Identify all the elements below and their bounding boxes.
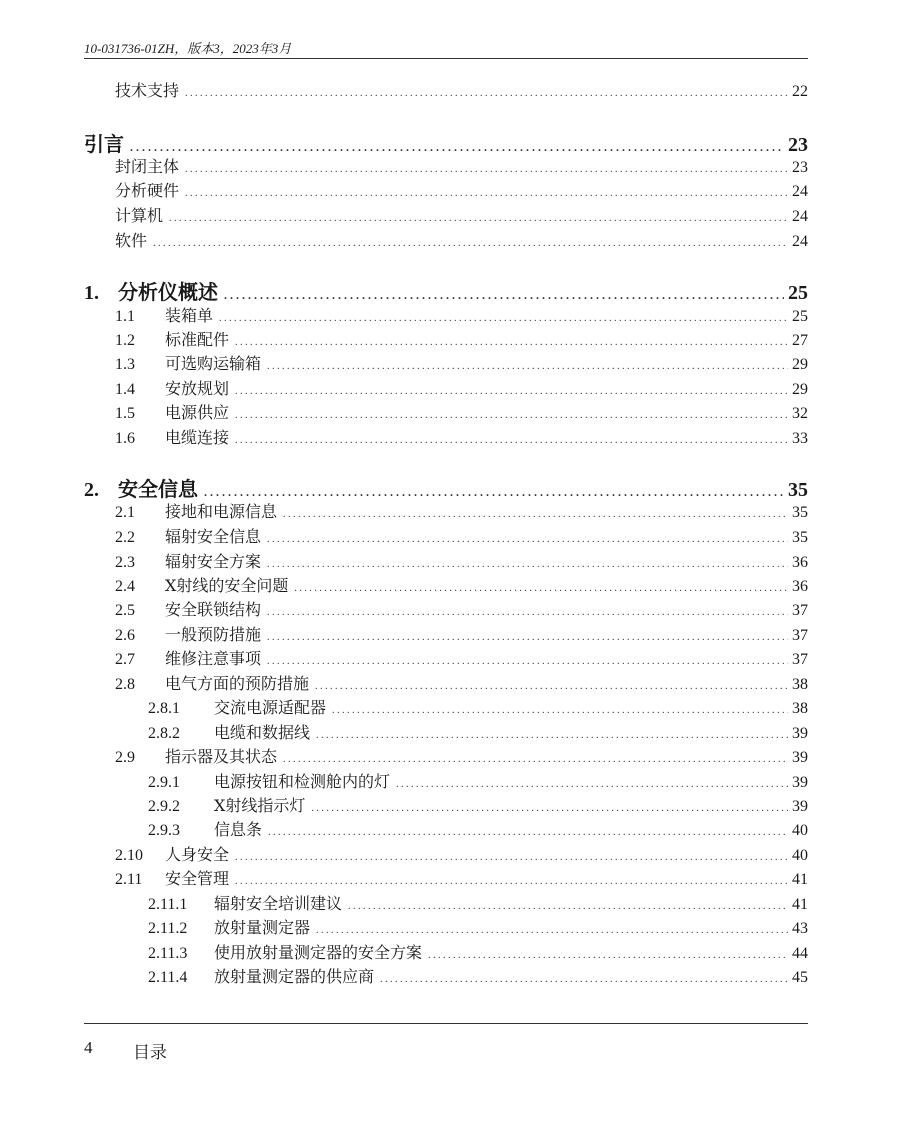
toc-entry[interactable] [148, 793, 808, 817]
toc-entry-page: 43 [792, 920, 808, 937]
toc-entry-title: 分析硬件 [115, 181, 180, 200]
toc-entry-title: 分析仪概述 [118, 280, 218, 304]
toc-entry-page: 38 [792, 700, 808, 717]
toc-dot-leader [267, 602, 788, 620]
toc-entry[interactable] [148, 915, 808, 939]
toc-entry-number: 2.10 [115, 847, 143, 864]
toc-dot-leader [396, 774, 788, 792]
toc-entry[interactable] [148, 720, 808, 744]
toc-dot-leader [235, 847, 788, 865]
toc-entry[interactable] [115, 425, 808, 449]
toc-dot-leader [235, 871, 788, 889]
toc-dot-leader [235, 332, 788, 350]
toc-entry-page: 39 [792, 749, 808, 766]
toc-entry[interactable] [148, 940, 808, 964]
toc-entry-number: 2.4 [115, 578, 135, 595]
toc-entry-page: 44 [792, 945, 808, 962]
toc-entry-number: 2.11.4 [148, 969, 188, 986]
toc-dot-leader [235, 405, 788, 423]
toc-entry-page: 35 [788, 479, 808, 501]
toc-dot-leader [283, 749, 788, 767]
toc-dot-leader [267, 356, 788, 374]
toc-entry-title: 信息条 [214, 820, 263, 839]
toc-entry-title: 安全联锁结构 [165, 600, 262, 619]
toc-entry-page: 29 [792, 381, 808, 398]
toc-entry-title: 指示器及其状态 [165, 747, 278, 766]
toc-entry-number: 2. [84, 479, 99, 501]
toc-entry-page: 25 [788, 282, 808, 304]
toc-entry-title: 电缆和数据线 [214, 723, 311, 742]
toc-entry-page: 32 [792, 405, 808, 422]
toc-dot-leader [315, 676, 788, 694]
toc-dot-leader [267, 554, 788, 572]
toc-entry-number: 1.4 [115, 381, 135, 398]
toc-entry-title: 引言 [84, 132, 124, 156]
toc-entry[interactable] [115, 327, 808, 351]
toc-entry-number: 2.6 [115, 627, 135, 644]
toc-entry-page: 41 [792, 871, 808, 888]
toc-entry[interactable] [115, 646, 808, 670]
toc-entry[interactable] [115, 744, 808, 768]
toc-entry-page: 29 [792, 356, 808, 373]
toc-entry[interactable] [115, 376, 808, 400]
toc-entry-number: 2.3 [115, 554, 135, 571]
toc-entry-number: 2.11.1 [148, 896, 188, 913]
toc-dot-leader [283, 504, 788, 522]
toc-entry-number: 1.1 [115, 308, 135, 325]
toc-entry-title: 安全信息 [118, 477, 198, 501]
toc-entry-number: 1.3 [115, 356, 135, 373]
toc-entry-number: 2.2 [115, 529, 135, 546]
toc-dot-leader [267, 651, 788, 669]
toc-entry-title: 放射量测定器 [214, 918, 311, 937]
toc-entry-page: 22 [792, 83, 808, 100]
toc-entry-title: 使用放射量测定器的安全方案 [214, 943, 423, 962]
toc-entry-title: 一般预防措施 [165, 625, 262, 644]
toc-entry-page: 27 [792, 332, 808, 349]
toc-entry[interactable] [115, 524, 808, 548]
footer-page-number: 4 [84, 1038, 93, 1057]
toc-entry[interactable] [115, 597, 808, 621]
toc-entry[interactable] [148, 769, 808, 793]
toc-entry[interactable] [115, 78, 808, 102]
toc-dot-leader [267, 627, 788, 645]
toc-entry-title: 接地和电源信息 [165, 502, 278, 521]
toc-entry-page: 24 [792, 183, 808, 200]
toc-entry-title: 计算机 [115, 206, 164, 225]
toc-entry[interactable] [115, 842, 808, 866]
toc-entry-page: 39 [792, 798, 808, 815]
toc-entry-number: 2.11.2 [148, 920, 188, 937]
toc-dot-leader [380, 969, 788, 987]
toc-entry[interactable] [84, 276, 808, 306]
toc-entry[interactable] [115, 154, 808, 178]
toc-entry-number: 2.5 [115, 602, 135, 619]
toc-entry-number: 1.2 [115, 332, 135, 349]
toc-entry-title: 安放规划 [165, 379, 230, 398]
header-rule [84, 58, 808, 59]
footer-section-label: 目录 [133, 1043, 167, 1063]
toc-entry-title: 辐射安全培训建议 [214, 894, 343, 913]
toc-entry-title: 安全管理 [165, 869, 230, 888]
toc-entry-number: 1.6 [115, 430, 135, 447]
toc-entry-page: 40 [792, 822, 808, 839]
toc-dot-leader [428, 945, 788, 963]
footer-rule [84, 1023, 808, 1024]
toc-entry-title: 可选购运输箱 [165, 354, 262, 373]
toc-dot-leader [332, 700, 788, 718]
toc-entry-title: 装箱单 [165, 306, 214, 325]
toc-entry-number: 2.7 [115, 651, 135, 668]
toc-entry-title: 电源按钮和检测舱内的灯 [214, 772, 391, 791]
toc-entry-number: 2.1 [115, 504, 135, 521]
toc-entry[interactable] [148, 964, 808, 988]
toc-entry[interactable] [115, 499, 808, 523]
toc-entry-number: 2.9.2 [148, 798, 180, 815]
toc-entry-number: 2.9.3 [148, 822, 180, 839]
toc-entry[interactable] [148, 817, 808, 841]
toc-dot-leader [294, 578, 788, 596]
toc-entry[interactable] [115, 303, 808, 327]
toc-entry-page: 45 [792, 969, 808, 986]
toc-dot-leader [268, 822, 788, 840]
toc-entry-title: X射线指示灯 [214, 796, 306, 815]
toc-entry-number: 1.5 [115, 405, 135, 422]
toc-entry-page: 23 [792, 159, 808, 176]
toc-entry[interactable] [115, 203, 808, 227]
toc-entry[interactable] [148, 891, 808, 915]
toc-entry-number: 2.9 [115, 749, 135, 766]
toc-entry-title: 维修注意事项 [165, 649, 262, 668]
toc-entry-title: X射线的安全问题 [165, 576, 289, 595]
toc-entry[interactable] [115, 671, 808, 695]
toc-entry-page: 36 [792, 554, 808, 571]
toc-entry-title: 电气方面的预防措施 [165, 674, 310, 693]
toc-dot-leader [348, 896, 788, 914]
toc-entry-page: 24 [792, 208, 808, 225]
toc-entry-title: 电源供应 [165, 403, 230, 422]
toc-entry-title: 交流电源适配器 [214, 698, 327, 717]
toc-entry-title: 人身安全 [165, 845, 230, 864]
toc-entry[interactable] [148, 695, 808, 719]
toc-dot-leader [185, 83, 788, 101]
toc-dot-leader [267, 529, 788, 547]
toc-dot-leader [224, 282, 784, 305]
toc-entry-title: 辐射安全信息 [165, 527, 262, 546]
document-header: 10-031736-01ZH，版本3，2023年3月 [84, 41, 292, 56]
toc-entry-title: 辐射安全方案 [165, 552, 262, 571]
toc-entry-title: 技术支持 [115, 81, 180, 100]
toc-entry-number: 2.11 [115, 871, 143, 888]
toc-entry-number: 2.8.2 [148, 725, 180, 742]
toc-dot-leader [235, 381, 788, 399]
toc-entry[interactable] [115, 400, 808, 424]
toc-dot-leader [185, 183, 788, 201]
toc-dot-leader [219, 308, 788, 326]
toc-entry-title: 软件 [115, 231, 148, 250]
toc-dot-leader [185, 159, 788, 177]
toc-entry-page: 40 [792, 847, 808, 864]
toc-entry-title: 放射量测定器的供应商 [214, 967, 375, 986]
toc-entry-number: 2.11.3 [148, 945, 188, 962]
toc-entry-page: 39 [792, 725, 808, 742]
toc-dot-leader [235, 430, 788, 448]
toc-entry-page: 33 [792, 430, 808, 447]
toc-entry-page: 24 [792, 233, 808, 250]
toc-entry-page: 37 [792, 651, 808, 668]
toc-entry-page: 41 [792, 896, 808, 913]
toc-dot-leader [316, 920, 788, 938]
toc-entry[interactable] [115, 573, 808, 597]
toc-entry-title: 封闭主体 [115, 157, 180, 176]
toc-entry-number: 2.9.1 [148, 774, 180, 791]
toc-entry-number: 2.8 [115, 676, 135, 693]
toc-entry-title: 电缆连接 [165, 428, 230, 447]
toc-entry-page: 25 [792, 308, 808, 325]
toc-entry-page: 36 [792, 578, 808, 595]
toc-entry-page: 35 [792, 504, 808, 521]
toc-entry[interactable] [115, 351, 808, 375]
toc-dot-leader [311, 798, 788, 816]
toc-dot-leader [153, 233, 788, 251]
toc-entry-page: 39 [792, 774, 808, 791]
toc-entry-page: 35 [792, 529, 808, 546]
toc-entry-page: 37 [792, 627, 808, 644]
toc-entry-page: 23 [788, 134, 808, 156]
toc-entry-number: 1. [84, 282, 99, 304]
toc-dot-leader [316, 725, 788, 743]
toc-entry-page: 38 [792, 676, 808, 693]
toc-entry[interactable] [115, 178, 808, 202]
toc-entry[interactable] [115, 228, 808, 252]
toc-dot-leader [169, 208, 788, 226]
toc-entry-number: 2.8.1 [148, 700, 180, 717]
toc-entry-page: 37 [792, 602, 808, 619]
toc-entry[interactable] [115, 622, 808, 646]
toc-entry[interactable] [115, 549, 808, 573]
toc-entry-title: 标准配件 [165, 330, 230, 349]
toc-entry[interactable] [115, 866, 808, 890]
